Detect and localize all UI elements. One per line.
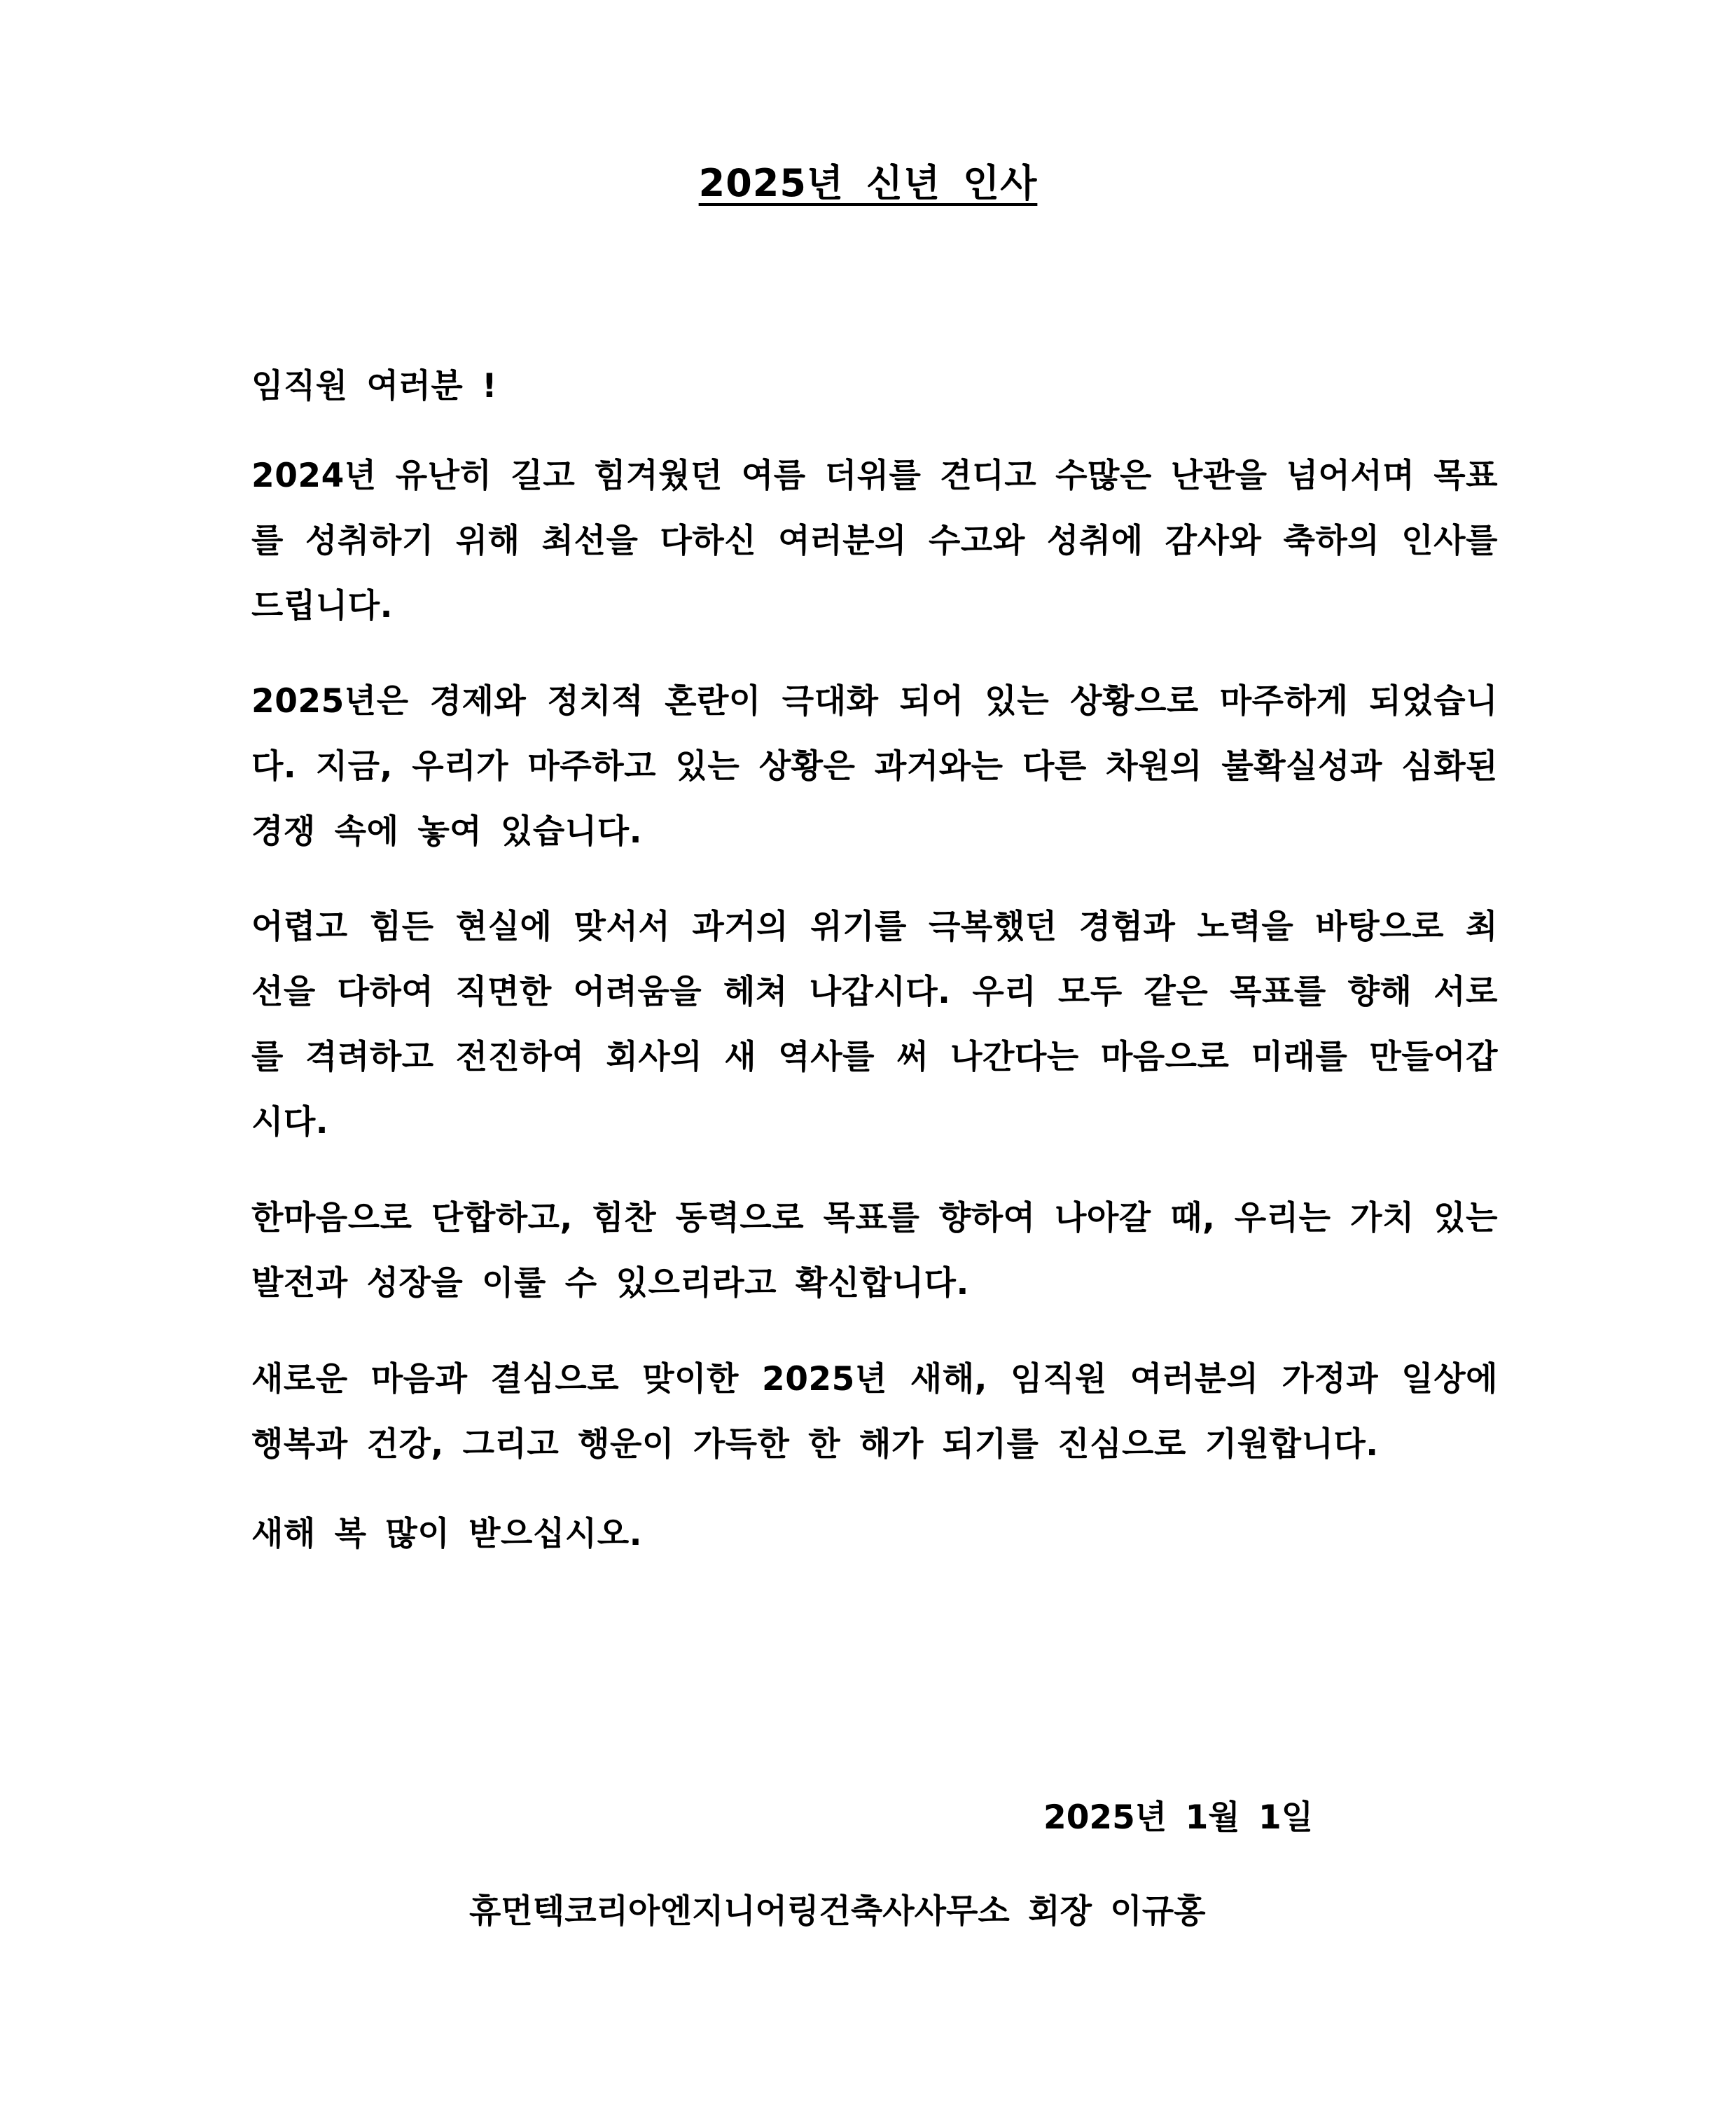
letter-signature: 휴먼텍코리아엔지니어링건축사사무소 회장 이규홍 [469,1892,1206,1931]
paragraph-unity: 한마음으로 단합하고, 힘찬 동력으로 목표를 향하여 나아갈 때, 우리는 가치 있는 발전과 성장을 이룰 수 있으리라고 확신합니다. [251,1199,1498,1303]
paragraph-closing: 새해 복 많이 받으십시오. [251,1515,642,1553]
document-title [0,155,1736,211]
salutation: 임직원 여러분 ! [251,367,498,405]
paragraph-wishes: 새로운 마음과 결심으로 맞이한 2025년 새해, 임직원 여러분의 가정과 일상에 행복과 건강, 그리고 행운이 가득한 한 해가 되기를 진심으로 기원합니다. [251,1360,1498,1464]
document-title-text: 2025년 신년 인사 [698,161,1038,205]
letter-date: 2025년 1월 1일 [1043,1798,1314,1837]
paragraph-gratitude: 2024년 유난히 길고 힘겨웠던 여름 더위를 견디고 수많은 난관을 넘어서며 목표를 성취하기 위해 최선을 다하신 여러분의 수고와 성취에 감사와 축하의 인사를 드립니다. [251,457,1498,625]
paragraph-resolve: 어렵고 힘든 현실에 맞서서 과거의 위기를 극복했던 경험과 노력을 바탕으로 최선을 다하여 직면한 어려움을 헤쳐 나갑시다. 우리 모두 같은 목표를 향해 서로를 격려하고 전진하여 회사의 새 역사를 써 나간다는 마음으로 미래를 만들어갑시다. [251,908,1498,1141]
paragraph-situation: 2025년은 경제와 정치적 혼란이 극대화 되어 있는 상황으로 마주하게 되었습니다. 지금, 우리가 마주하고 있는 상황은 과거와는 다른 차원의 불확실성과 심화된 경쟁 속에 놓여 있습니다. [251,682,1498,851]
